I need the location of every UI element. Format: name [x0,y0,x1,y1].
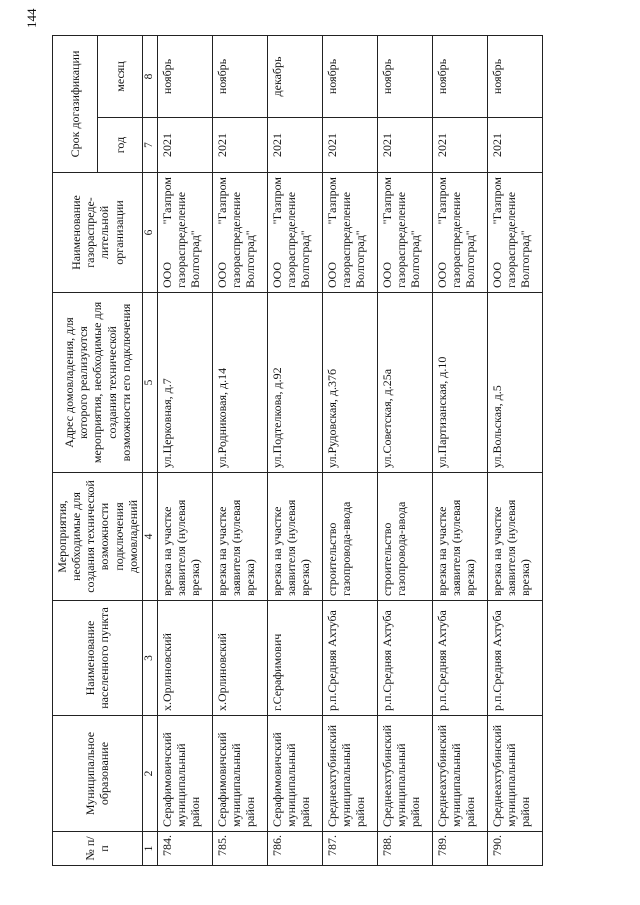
municipality-cell: Среднеахтубинский муниципальный район [432,716,487,832]
header-organization: Наименование газораспреде-лительной организации [53,173,143,293]
header-year: год [97,118,142,173]
row-number: 789. [432,832,487,866]
settlement-cell: р.п.Средняя Ахтуба [487,601,542,716]
col-number: 4 [142,473,157,601]
table-row [157,35,212,865]
organization-cell: ООО "Газпром газораспределение Волгоград" [322,173,377,293]
settlement-cell: р.п.Средняя Ахтуба [432,601,487,716]
month-cell: ноябрь [487,35,542,117]
table-row [212,35,267,865]
col-number: 3 [142,601,157,716]
year-cell: 2021 [267,118,322,173]
measures-cell: врезка на участке заявителя (нулевая врезка) [267,473,322,601]
row-number: 786. [267,832,322,866]
organization-cell: ООО "Газпром газораспределение Волгоград" [432,173,487,293]
col-number: 1 [142,832,157,866]
month-cell: ноябрь [377,35,432,117]
measures-cell: врезка на участке заявителя (нулевая врезка) [487,473,542,601]
organization-cell: ООО "Газпром газораспределение Волгоград" [212,173,267,293]
table-row [377,35,432,865]
municipality-cell: Среднеахтубинский муниципальный район [322,716,377,832]
col-number: 6 [142,173,157,293]
header-term: Срок догазификации [53,35,98,172]
measures-cell: врезка на участке заявителя (нулевая врезка) [157,473,212,601]
address-cell: ул.Церковная, д.7 [157,293,212,473]
settlement-cell: х.Орлиновский [157,601,212,716]
header-municipality: Муниципальное образование [53,716,143,832]
month-cell: декабрь [267,35,322,117]
month-cell: ноябрь [212,35,267,117]
header-address: Адрес домовладения, для которого реализуются мероприятия, необходимые для создания технической возможности его подключения [53,293,143,473]
year-cell: 2021 [487,118,542,173]
row-number: 784. [157,832,212,866]
measures-cell: строительство газопровода-ввода [322,473,377,601]
column-numbers-row [142,35,157,865]
organization-cell: ООО "Газпром газораспределение Волгоград" [267,173,322,293]
organization-cell: ООО "Газпром газораспределение Волгоград" [487,173,542,293]
address-cell: ул.Партизанская, д.10 [432,293,487,473]
address-cell: ул.Подтелкова, д.92 [267,293,322,473]
col-number: 7 [142,118,157,173]
col-number: 5 [142,293,157,473]
organization-cell: ООО "Газпром газораспределение Волгоград" [157,173,212,293]
month-cell: ноябрь [157,35,212,117]
col-number: 2 [142,716,157,832]
year-cell: 2021 [212,118,267,173]
header-measures: Мероприятия, необходимые для создания технической возможности подключения домовладений [53,473,143,601]
row-number: 785. [212,832,267,866]
header-month: месяц [97,35,142,117]
year-cell: 2021 [377,118,432,173]
settlement-cell: р.п.Средняя Ахтуба [377,601,432,716]
year-cell: 2021 [322,118,377,173]
row-number: 787. [322,832,377,866]
address-cell: ул.Вольская, д.5 [487,293,542,473]
organization-cell: ООО "Газпром газораспределение Волгоград" [377,173,432,293]
measures-cell: строительство газопровода-ввода [377,473,432,601]
row-number: 790. [487,832,542,866]
municipality-cell: Среднеахтубинский муниципальный район [487,716,542,832]
measures-cell: врезка на участке заявителя (нулевая врезка) [212,473,267,601]
header-num: № п/п [53,832,143,866]
address-cell: ул.Родниковая, д.14 [212,293,267,473]
row-number: 788. [377,832,432,866]
gasification-table [52,35,543,866]
year-cell: 2021 [432,118,487,173]
municipality-cell: Среднеахтубинский муниципальный район [377,716,432,832]
rotated-table-container [52,36,597,866]
table-row [432,35,487,865]
municipality-cell: Серафимовичский муниципальный район [157,716,212,832]
address-cell: ул.Советская, д.25а [377,293,432,473]
col-number: 8 [142,35,157,117]
year-cell: 2021 [157,118,212,173]
municipality-cell: Серафимовичский муниципальный район [267,716,322,832]
table-row [487,35,542,865]
address-cell: ул.Рудовская, д.37б [322,293,377,473]
header-settlement: Наименование населенного пункта [53,601,143,716]
table-row [267,35,322,865]
table-row [322,35,377,865]
measures-cell: врезка на участке заявителя (нулевая врезка) [432,473,487,601]
month-cell: ноябрь [432,35,487,117]
settlement-cell: г.Серафимович [267,601,322,716]
page-number-text: 144 [24,8,39,28]
header-row [53,35,98,865]
settlement-cell: х.Орлиновский [212,601,267,716]
settlement-cell: р.п.Средняя Ахтуба [322,601,377,716]
month-cell: ноябрь [322,35,377,117]
municipality-cell: Серафимовичский муниципальный район [212,716,267,832]
